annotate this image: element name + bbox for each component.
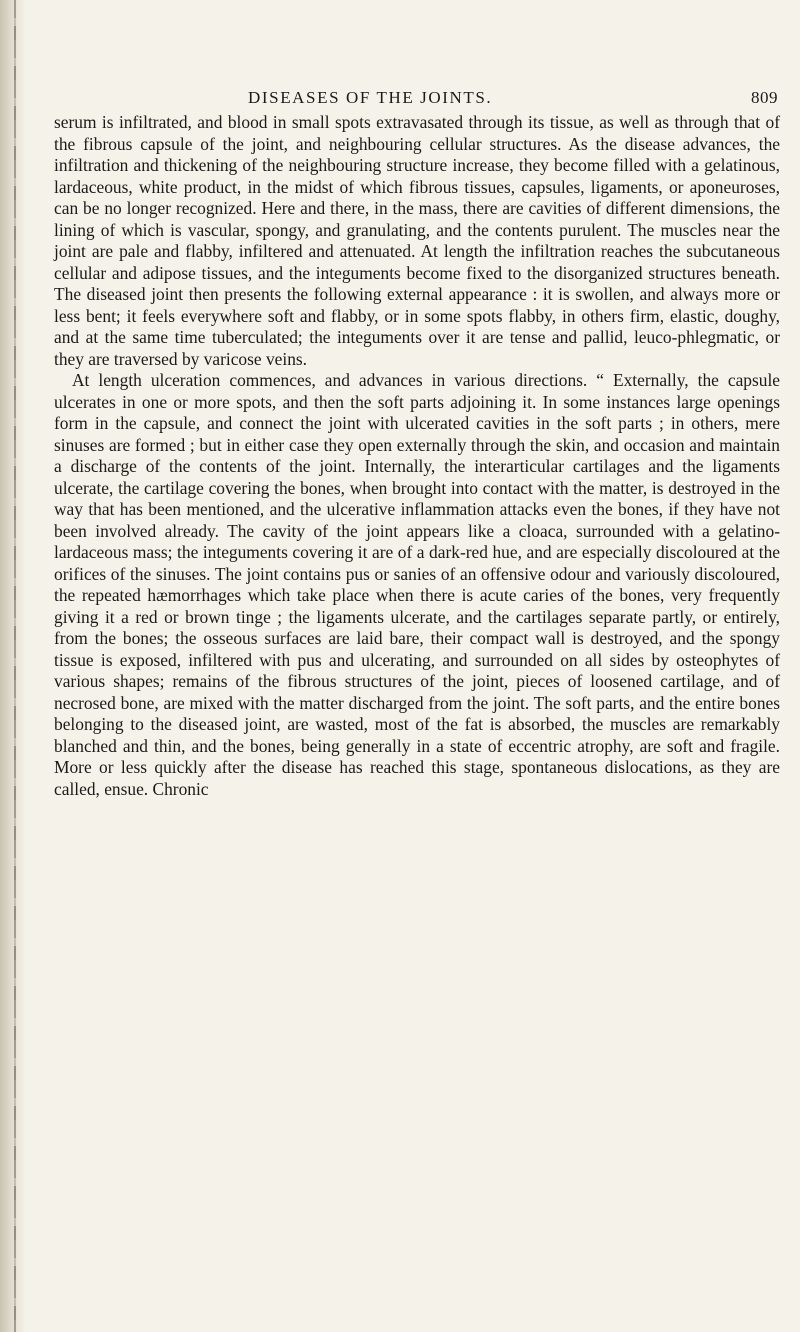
paragraph-continued: serum is infiltrated, and blood in small spots extravasated through its tissue, as well as through that of the fibrous capsule of the joint, and neighbouring cellular structures. As the disease advances, the infiltration and thickening of the neighbouring structure increase, they become filled with a gelatinous, lardaceous, white product, in the midst of which fibrous tissues, capsules, ligaments, or aponeuroses, can be no longer recognized. Here and there, in the mass, there are cavities of different dimensions, the lining of which is vascular, spongy, and granulating, and the contents purulent. The muscles near the joint are pale and flabby, infiltered and attenuated. At length the infiltration reaches the subcutaneous cellular and adipose tissues, and the integuments become fixed to the disorganized structures beneath. The diseased joint then presents the following external appearance : it is swollen, and always more or less bent; it feels everywhere soft and flabby, or in some spots flabby, in others firm, elastic, doughy, and at the same time tuberculated; the integuments over it are tense and pallid, leuco-phlegmatic, or they are traversed by varicose veins.: [54, 112, 780, 369]
running-title: DISEASES OF THE JOINTS.: [248, 88, 493, 107]
running-head: [54, 88, 780, 112]
book-page: [54, 0, 780, 1332]
paragraph-ulceration: At length ulceration commences, and advances in various directions. “ Externally, the capsule ulcerates in one or more spots, and then the soft parts adjoining it. In some instances large openings form in the capsule, and connect the joint with ulcerated cavities in the soft parts ; in others, mere sinuses are formed ; but in either case they open externally through the skin, and occasion and maintain a discharge of the contents of the joint. Internally, the interarticular cartilages and the ligaments ulcerate, the cartilage covering the bones, when brought into contact with the matter, is destroyed in the way that has been mentioned, and the ulcerative inflammation attacks even the bones, if they have not been involved already. The cavity of the joint appears like a cloaca, surrounded with a gelatino-lardaceous mass; the integuments covering it are of a dark-red hue, and are especially discoloured at the orifices of the sinuses. The joint contains pus or sanies of an offensive odour and variously discoloured, the repeated hæmorrhages which take place when there is acute caries of the bones, very frequently giving it a red or brown tinge ; the ligaments ulcerate, and the cartilages separate partly, or entirely, from the bones; the osseous surfaces are laid bare, their compact wall is destroyed, and the spongy tissue is exposed, infiltered with pus and ulcerating, and surrounded on all sides by osteophytes of various shapes; remains of the fibrous structures of the joint, pieces of loosened cartilage, and of necrosed bone, are mixed with the matter discharged from the joint. The soft parts, and the entire bones belonging to the diseased joint, are wasted, most of the fat is absorbed, the muscles are remarkably blanched and thin, and the bones, being generally in a state of eccentric atrophy, are soft and fragile. More or less quickly after the disease has reached this stage, spontaneous dislocations, as they are called, ensue. Chronic: [54, 370, 780, 799]
body-text: [54, 112, 780, 800]
page-number: 809: [751, 88, 778, 107]
binding-shadow: [14, 0, 16, 1332]
page-gutter: [0, 0, 26, 1332]
